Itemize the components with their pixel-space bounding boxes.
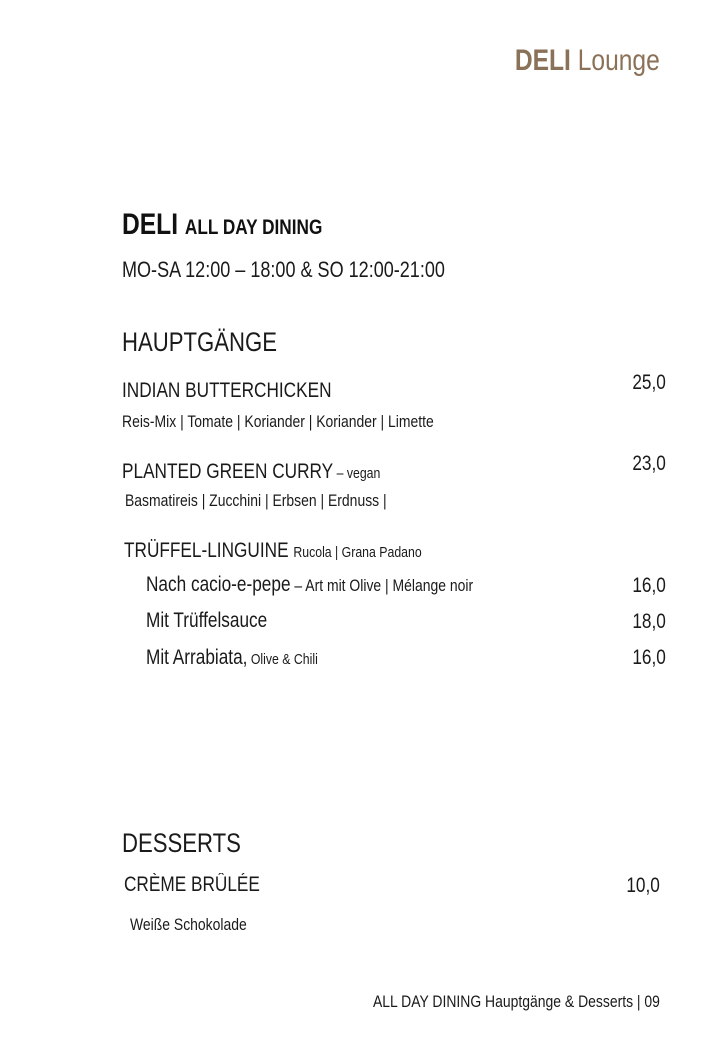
title-sub: ALL DAY DINING — [184, 216, 323, 239]
variant-note: – Art mit Olive | Mélange noir — [290, 576, 474, 595]
page-footer: ALL DAY DINING Hauptgänge & Desserts | 09 — [373, 992, 660, 1011]
section-heading-desserts: DESSERTS — [122, 828, 241, 858]
menu-variant-price: 16,0 — [632, 646, 666, 669]
variant-name-text: Mit Trüffelsauce — [146, 609, 268, 632]
brand-logo — [483, 44, 660, 78]
opening-hours: MO-SA 12:00 – 18:00 & SO 12:00-21:00 — [122, 257, 445, 282]
menu-item-desc: Reis-Mix | Tomate | Koriander | Koriander | Limette — [122, 412, 434, 431]
variant-note: Olive & Chili — [247, 651, 318, 668]
brand-light: Lounge — [577, 44, 660, 77]
item-name-text: PLANTED GREEN CURRY — [122, 460, 334, 483]
menu-variant-name — [146, 573, 545, 597]
menu-variant-price: 16,0 — [632, 574, 666, 597]
menu-item-desc: Basmatireis | Zucchini | Erbsen | Erdnuss | — [125, 491, 387, 510]
menu-item-name: CRÈME BRÛLÉE — [124, 873, 260, 896]
menu-item-price: 10,0 — [626, 874, 660, 897]
menu-item-desc: Weiße Schokolade — [130, 915, 247, 934]
variant-name-text: Nach cacio-e-pepe — [146, 573, 291, 596]
menu-item-name: INDIAN BUTTERCHICKEN — [122, 379, 332, 402]
brand-bold: DELI — [515, 44, 572, 77]
menu-variant-name — [146, 646, 356, 670]
menu-item-price: 23,0 — [632, 452, 666, 475]
item-note: – vegan — [333, 465, 381, 482]
title-main: DELI — [122, 208, 179, 241]
variant-name-text: Mit Arrabiata, — [146, 646, 248, 669]
menu-item-name — [124, 539, 487, 563]
menu-variant-price: 18,0 — [632, 610, 666, 633]
section-heading-mains: HAUPTGÄNGE — [122, 327, 278, 357]
menu-variant-name — [146, 609, 294, 633]
page-title — [122, 208, 366, 242]
item-note: Rucola | Grana Padano — [293, 544, 422, 561]
menu-item-name — [122, 460, 437, 484]
menu-item-price: 25,0 — [632, 371, 666, 394]
item-name-text: TRÜFFEL-LINGUINE — [124, 539, 289, 562]
